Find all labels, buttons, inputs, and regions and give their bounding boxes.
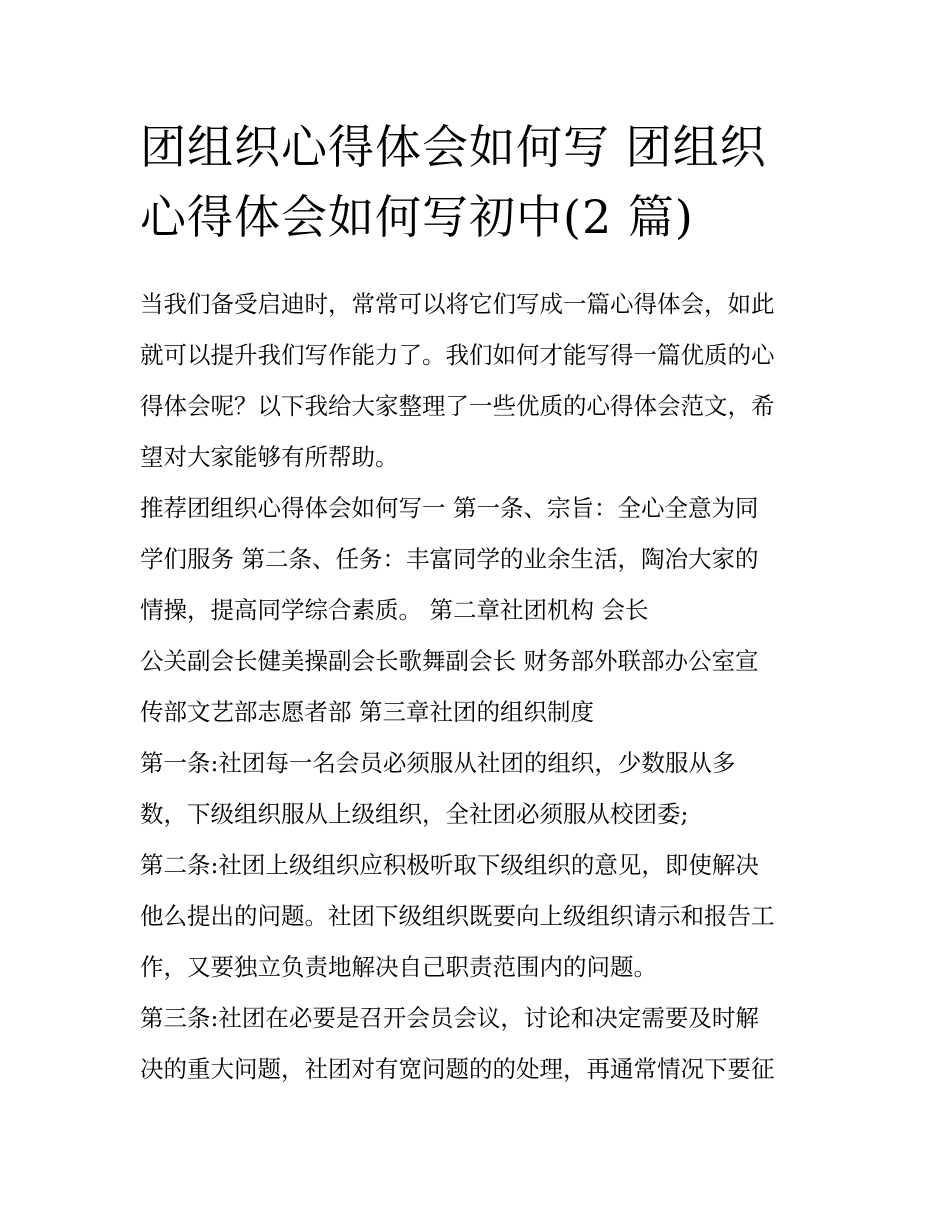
document-body — [140, 279, 820, 1095]
body-line: 学们服务 第二条、任务：丰富同学的业余生活，陶冶大家的 — [140, 545, 759, 573]
body-line: 得体会呢？以下我给大家整理了一些优质的心得体会范文，希 — [140, 392, 775, 420]
document-page — [140, 112, 820, 1095]
body-line: 数，下级组织服从上级组织，全社团必须服从校团委; — [140, 800, 689, 828]
body-line: 第三条:社团在必要是召开会员会议，讨论和决定需要及时解 — [140, 1004, 759, 1032]
body-line: 他么提出的问题。社团下级组织既要向上级组织请示和报告工 — [140, 902, 775, 930]
title-line-2: 心得体会如何写初中(2 篇) — [140, 190, 694, 244]
body-line: 公关副会长健美操副会长歌舞副会长 财务部外联部办公室宣 — [140, 647, 759, 675]
body-line: 情操，提高同学综合素质。 第二章社团机构 会长 — [140, 596, 649, 624]
body-line: 决的重大问题，社团对有宽问题的的处理，再通常情况下要征 — [140, 1055, 775, 1083]
body-line: 第二条:社团上级组织应积极听取下级组织的意见，即使解决 — [140, 851, 759, 879]
body-line: 当我们备受启迪时，常常可以将它们写成一篇心得体会，如此 — [140, 290, 775, 318]
body-line: 第一条:社团每一名会员必须服从社团的组织，少数服从多 — [140, 749, 736, 777]
title-line-1: 团组织心得体会如何写 团组织 — [140, 120, 767, 174]
body-line: 推荐团组织心得体会如何写一 第一条、宗旨：全心全意为同 — [140, 494, 759, 522]
body-line: 望对大家能够有所帮助。 — [140, 443, 399, 471]
body-line: 就可以提升我们写作能力了。我们如何才能写得一篇优质的心 — [140, 341, 775, 369]
body-line: 传部文艺部志愿者部 第三章社团的组织制度 — [140, 698, 594, 726]
body-line: 作，又要独立负责地解决自己职责范围内的问题。 — [140, 953, 657, 981]
document-title — [140, 112, 820, 252]
